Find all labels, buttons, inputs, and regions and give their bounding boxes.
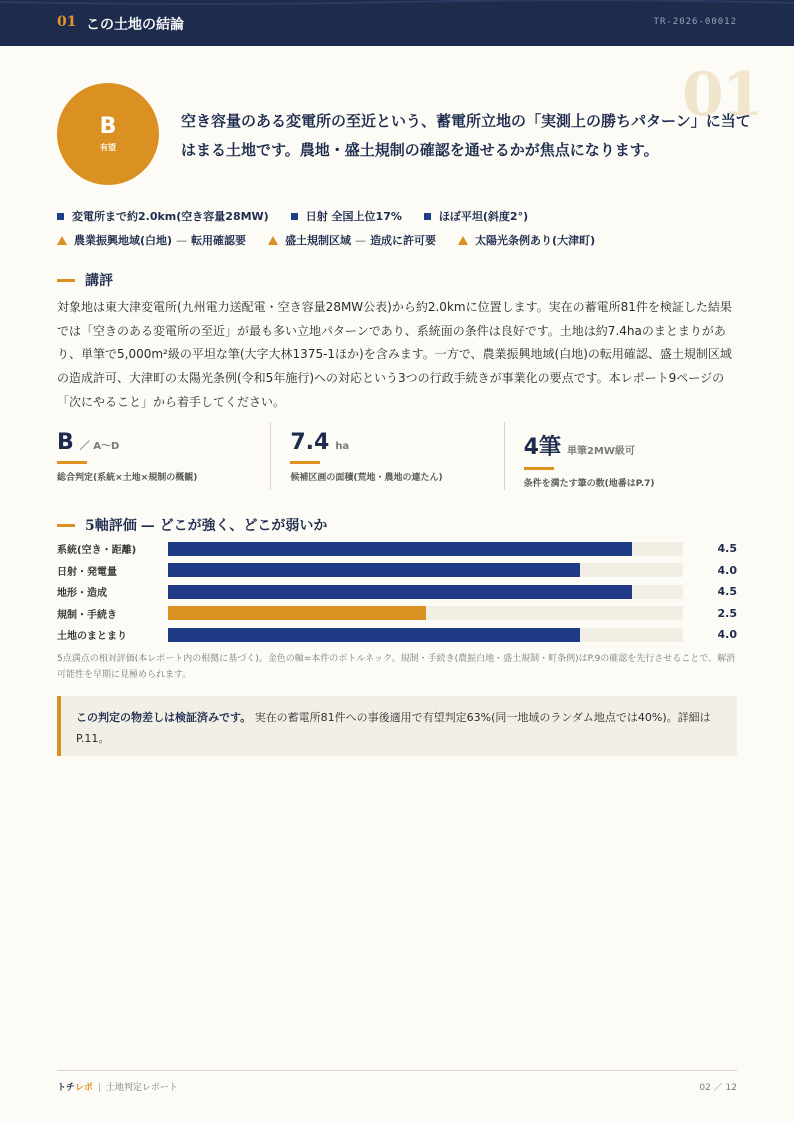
positive-fact: 変電所まで約2.0km(空き容量28MW) xyxy=(57,208,269,224)
stat-parcel-count: 4筆 単筆2MW級可 条件を満たす筆の数(地番はP.7) xyxy=(504,422,737,490)
bar-category-label: 系統(空き・距離) xyxy=(57,545,137,557)
grade-badge xyxy=(57,83,159,185)
stat-accent-bar xyxy=(57,461,87,464)
page-footer: トチレポ | 土地判定レポート 02 ／ 12 xyxy=(57,1080,737,1093)
stat-accent-bar xyxy=(290,461,320,464)
footer-divider xyxy=(57,1070,737,1071)
review-heading: 講評 xyxy=(57,270,113,290)
bar-row xyxy=(57,538,737,560)
bar-fill xyxy=(168,542,632,556)
square-bullet-icon xyxy=(424,213,431,220)
document-id: TR-2026-00012 xyxy=(653,17,737,27)
bar-value-label: 2.5 xyxy=(717,606,737,620)
bar-row xyxy=(57,581,737,603)
bar-category-label: 地形・造成 xyxy=(57,588,107,600)
bar-value-label: 4.5 xyxy=(717,585,737,599)
report-subtitle: 土地判定レポート xyxy=(105,1083,178,1093)
stat-overall-grade: B ／ A〜D 総合判定(系統×土地×規制の概観) xyxy=(57,430,198,483)
positive-facts-row xyxy=(57,204,747,228)
five-axis-bar-chart xyxy=(57,538,737,646)
bar-row xyxy=(57,603,737,625)
axes-heading: 5軸評価 — どこが強く、どこが弱いか xyxy=(57,515,327,535)
grade-letter: B xyxy=(99,113,117,139)
grade-label: 有望 xyxy=(100,142,116,152)
bar-value-label: 4.0 xyxy=(717,563,737,577)
review-text: 対象地は東大津変電所(九州電力送配電・空き容量28MW公表)から約2.0kmに位置します。実在の蓄電所81件を検証した結果では「空きのある変電所の至近」が最も多い立地パターンであり、系統面の条件は良好です。土地は約7.4haのまとまりがあり、単筆で5,000m²級の平坦な筆(大字大林1375-1ほか)を含みます。一方で、農業振興地域(白地)の転用確認、盛土規制区域の造成許可、大津町の太陽光条例(令和5年施行)への対応という3つの行政手続きが事業化の要点です。本レポート9ページの「次にやること」から着手してください。 xyxy=(57,300,732,409)
warning-triangle-icon xyxy=(57,236,67,245)
bar-fill xyxy=(168,585,632,599)
bar-track xyxy=(168,563,683,577)
key-stats xyxy=(57,422,737,490)
section-watermark-number: 01 xyxy=(682,60,762,130)
brand-logo: トチレポ xyxy=(57,1083,93,1093)
lead-summary: 空き容量のある変電所の至近という、蓄電所立地の「実測上の勝ちパターン」に当てはまる土地です。農地・盛土規制の確認を通せるかが焦点になります。 xyxy=(181,112,751,159)
caution-fact: 農業振興地域(白地) — 転用確認要 xyxy=(57,232,246,248)
bar-category-label: 日射・発電量 xyxy=(57,566,117,578)
bar-track xyxy=(168,542,683,556)
warning-triangle-icon xyxy=(268,236,278,245)
callout-bold-text: この判定の物差しは検証済みです。 xyxy=(76,711,252,724)
warning-triangle-icon xyxy=(458,236,468,245)
stat-area: 7.4 ha 候補区画の面積(荒地・農地の連たん) xyxy=(270,422,503,490)
square-bullet-icon xyxy=(291,213,298,220)
page-header xyxy=(0,0,794,46)
callout-text: 実在の蓄電所81件への事後適用で有望判定63%(同一地域のランダム地点では40%)。詳細は P.11。 xyxy=(76,711,711,745)
validation-callout xyxy=(57,696,737,756)
bar-row xyxy=(57,624,737,646)
bar-fill xyxy=(168,563,580,577)
bar-track xyxy=(168,606,683,620)
section-title: この土地の結論 xyxy=(86,17,184,33)
bar-fill xyxy=(168,628,580,642)
bar-track xyxy=(168,585,683,599)
caution-facts-row xyxy=(57,228,747,252)
positive-fact: ほぼ平坦(斜度2°) xyxy=(424,208,528,224)
bar-value-label: 4.0 xyxy=(717,628,737,642)
page-number: 02 ／ 12 xyxy=(699,1083,737,1093)
bar-category-label: 土地のまとまり xyxy=(57,631,127,643)
bar-fill xyxy=(168,606,426,620)
bar-category-label: 規制・手続き xyxy=(57,609,117,621)
axes-note: 5点満点の相対評価(本レポート内の根拠に基づく)。金色の軸=本件のボトルネック。規制・手続き(農振白地・盛土規制・町条例)はP.9の確認を先行させることで、解消可能性を早期に見極められます。 xyxy=(57,654,736,680)
bar-track xyxy=(168,628,683,642)
caution-fact: 盛土規制区域 — 造成に許可要 xyxy=(268,232,436,248)
bar-value-label: 4.5 xyxy=(717,542,737,556)
heading-accent-bar xyxy=(57,279,75,282)
section-number: 01 xyxy=(57,14,77,30)
stat-accent-bar xyxy=(524,467,554,470)
positive-fact: 日射 全国上位17% xyxy=(291,208,402,224)
heading-accent-bar xyxy=(57,524,75,527)
caution-fact: 太陽光条例あり(大津町) xyxy=(458,232,595,248)
bar-row xyxy=(57,560,737,582)
square-bullet-icon xyxy=(57,213,64,220)
key-facts xyxy=(57,204,747,252)
